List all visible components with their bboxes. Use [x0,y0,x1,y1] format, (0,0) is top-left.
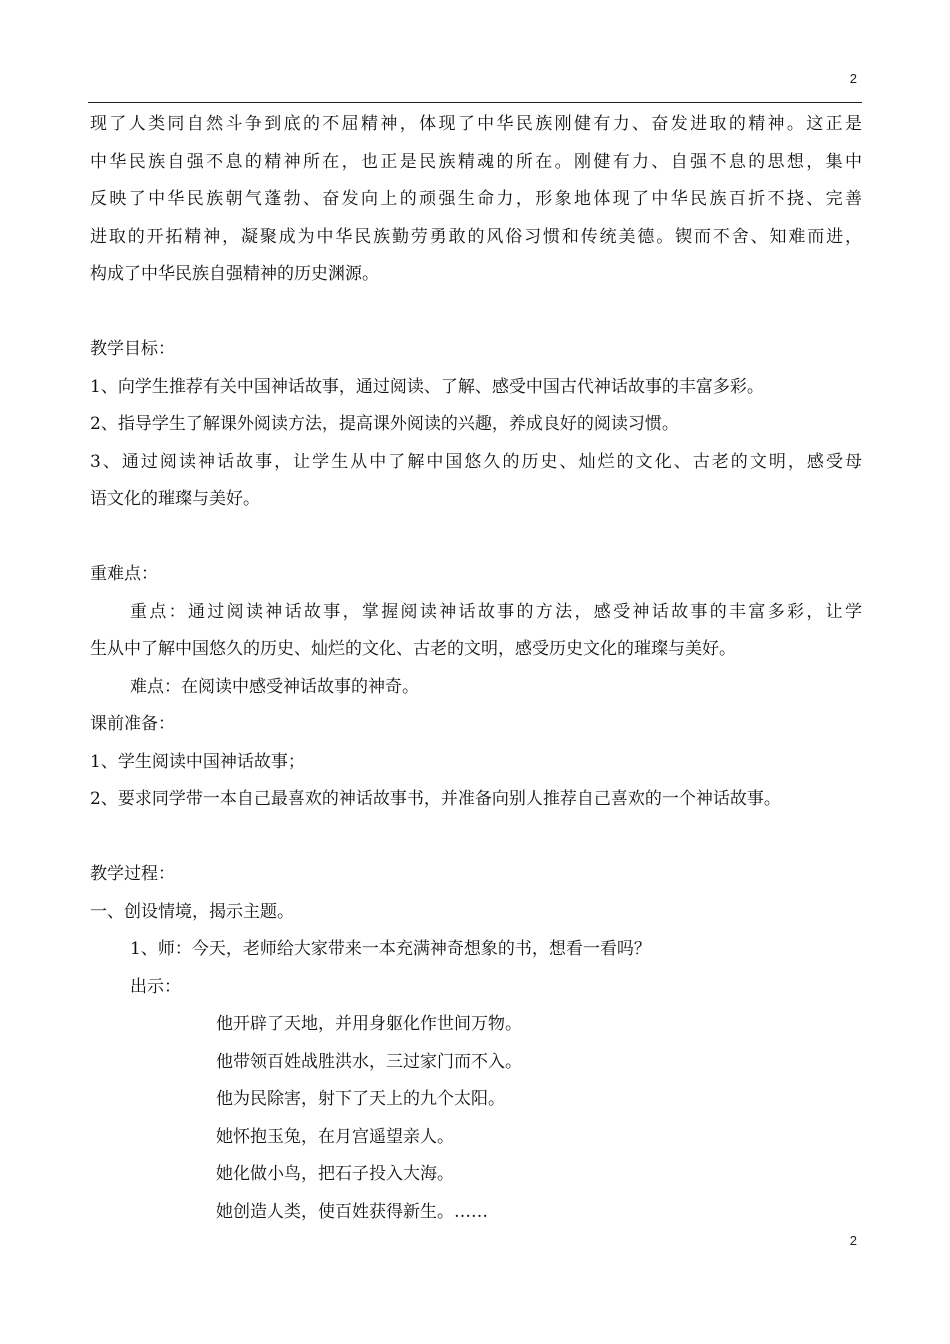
shown-line: 他带领百姓战胜洪水，三过家门而不入。 [216,1051,522,1072]
shown-line: 他开辟了天地，并用身躯化作世间万物。 [216,1014,522,1034]
objective-item-continued: 语文化的璀璨与美好。 [90,489,260,509]
difficulty-point: 难点：在阅读中感受神话故事的神奇。 [130,676,419,697]
shown-line: 她化做小鸟，把石子投入大海。 [216,1164,454,1184]
preparation-item: 2、要求同学带一本自己最喜欢的神话故事书，并准备向别人推荐自己喜欢的一个神话故事。 [90,789,781,809]
key-points-heading: 重难点： [90,564,158,584]
header-page-number: 2 [849,71,857,86]
preparation-heading: 课前准备： [90,714,175,734]
shown-line: 他为民除害，射下了天上的九个太阳。 [216,1089,505,1109]
objectives-heading: 教学目标： [90,339,175,359]
shown-line: 她怀抱玉兔，在月宫遥望亲人。 [216,1126,454,1147]
objective-item: 1、向学生推荐有关中国神话故事，通过阅读、了解、感受中国古代神话故事的丰富多彩。 [90,376,764,397]
header-rule [88,102,862,103]
intro-line: 中华民族自强不息的精神所在，也正是民族精魂的所在。刚健有力、自强不息的思想，集中 [90,151,862,172]
objective-item: 2、指导学生了解课外阅读方法，提高课外阅读的兴趣，养成良好的阅读习惯。 [90,414,679,434]
footer-page-number: 2 [849,1233,857,1248]
preparation-item: 1、学生阅读中国神话故事； [90,751,305,772]
show-label: 出示： [130,976,181,997]
shown-line: 她创造人类，使百姓获得新生。…… [216,1201,488,1222]
process-section-title: 一、创设情境，揭示主题。 [90,901,294,922]
objective-item: 3、通过阅读神话故事，让学生从中了解中国悠久的历史、灿烂的文化、古老的文明，感受母 [90,451,862,472]
focus-point: 重点：通过阅读神话故事，掌握阅读神话故事的方法，感受神话故事的丰富多彩，让学 [130,601,862,622]
document-body [90,106,862,1231]
spacer [90,519,862,557]
intro-line: 构成了中华民族自强精神的历史渊源。 [90,264,379,284]
process-step: 1、师：今天，老师给大家带来一本充满神奇想象的书，想看一看吗？ [130,939,651,959]
intro-line: 进取的开拓精神，凝聚成为中华民族勤劳勇敢的风俗习惯和传统美德。锲而不舍、知难而进， [90,226,862,247]
spacer [90,294,862,332]
intro-line: 现了人类同自然斗争到底的不屈精神，体现了中华民族刚健有力、奋发进取的精神。这正是 [90,114,862,134]
intro-line: 反映了中华民族朝气蓬勃、奋发向上的顽强生命力，形象地体现了中华民族百折不挠、完善 [90,189,862,209]
spacer [90,819,862,857]
process-heading: 教学过程： [90,864,175,884]
focus-point-continued: 生从中了解中国悠久的历史、灿烂的文化、古老的文明，感受历史文化的璀璨与美好。 [90,639,736,659]
